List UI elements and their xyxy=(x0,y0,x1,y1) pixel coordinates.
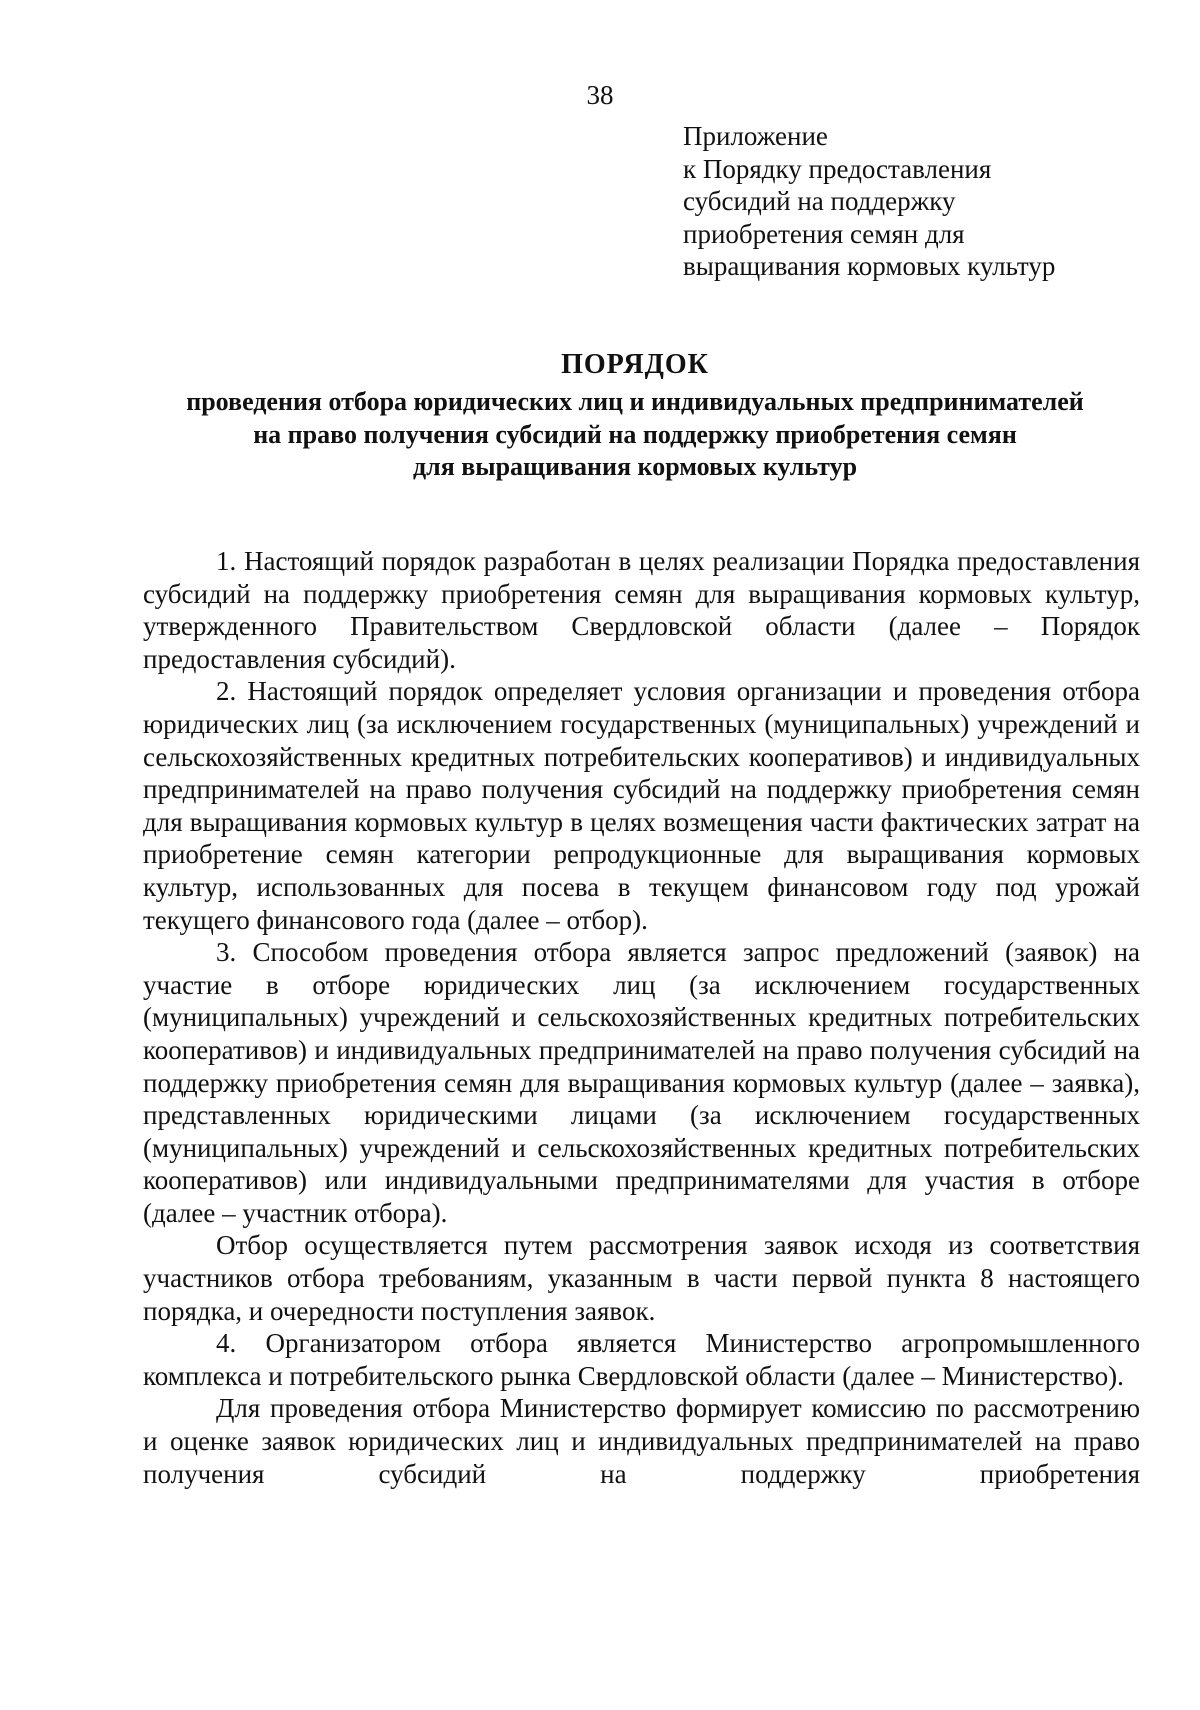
title-subtitle-line: проведения отбора юридических лиц и индивидуальных предпринимателей xyxy=(186,387,1084,416)
paragraph-3-continued: Отбор осуществляется путем рассмотрения заявок исходя из соответствия участников отбора требованиям, указанным в части первой пункта 8 настоящего порядка, и очередности поступления заявок. xyxy=(143,1230,1140,1326)
appendix-line: к Порядку предоставления xyxy=(683,153,992,184)
paragraph-3: 3. Способом проведения отбора является запрос предложений (заявок) на участие в отборе юридических лиц (за исключением государственных (муниципальных) учреждений и сельскохозяйственных кредитных потребительских кооперативов) и индивидуальных предпринимателей на право получения субсидий на поддержку приобретения семян для выращивания кормовых культур (далее – заявка), представленных юридическими лицами (за исключением государственных (муниципальных) учреждений и сельскохозяйственных кредитных потребительских кооперативов) или индивидуальными предпринимателями для участия в отборе (далее – участник отбора). xyxy=(143,937,1140,1228)
page-number: 38 xyxy=(586,80,614,110)
title-subtitle-line: на право получения субсидий на поддержку приобретения семян xyxy=(253,419,1017,449)
title-main: ПОРЯДОК xyxy=(561,349,709,380)
appendix-line: приобретения семян для xyxy=(683,218,965,249)
appendix-line: выращивания кормовых культур xyxy=(683,251,1056,281)
paragraph-2: 2. Настоящий порядок определяет условия организации и проведения отбора юридических лиц (за исключением государственных (муниципальных) учреждений и сельскохозяйственных кредитных потребительских кооперативов) и индивидуальных предпринимателей на право получения субсидий на поддержку приобретения семян для выращивания кормовых культур в целях возмещения части фактических затрат на приобретение семян категории репродукционные для выращивания кормовых культур, использованных для посева в текущем финансовом году под урожай текущего финансового года (далее – отбор). xyxy=(143,676,1140,935)
paragraph-4: 4. Организатором отбора является Министерство агропромышленного комплекса и потребительского рынка Свердловской области (далее – Министерство). xyxy=(143,1328,1140,1391)
title-subtitle-line: для выращивания кормовых культур xyxy=(412,452,858,481)
paragraph-1: 1. Настоящий порядок разработан в целях реализации Порядка предоставления субсидий на поддержку приобретения семян для выращивания кормовых культур, утвержденного Правительством Свердловской области (далее – Порядок предоставления субсидий). xyxy=(143,546,1140,674)
document-body xyxy=(143,545,1140,1490)
appendix-note xyxy=(683,120,1055,283)
paragraph-4-continued: Для проведения отбора Министерство формирует комиссию по рассмотрению и оценке заявок юридических лиц и индивидуальных предпринимателей на право получения субсидий на поддержку приобретения xyxy=(143,1393,1140,1489)
document-title xyxy=(135,348,1135,484)
appendix-line: субсидий на поддержку xyxy=(683,186,956,216)
appendix-line: Приложение xyxy=(683,121,828,151)
